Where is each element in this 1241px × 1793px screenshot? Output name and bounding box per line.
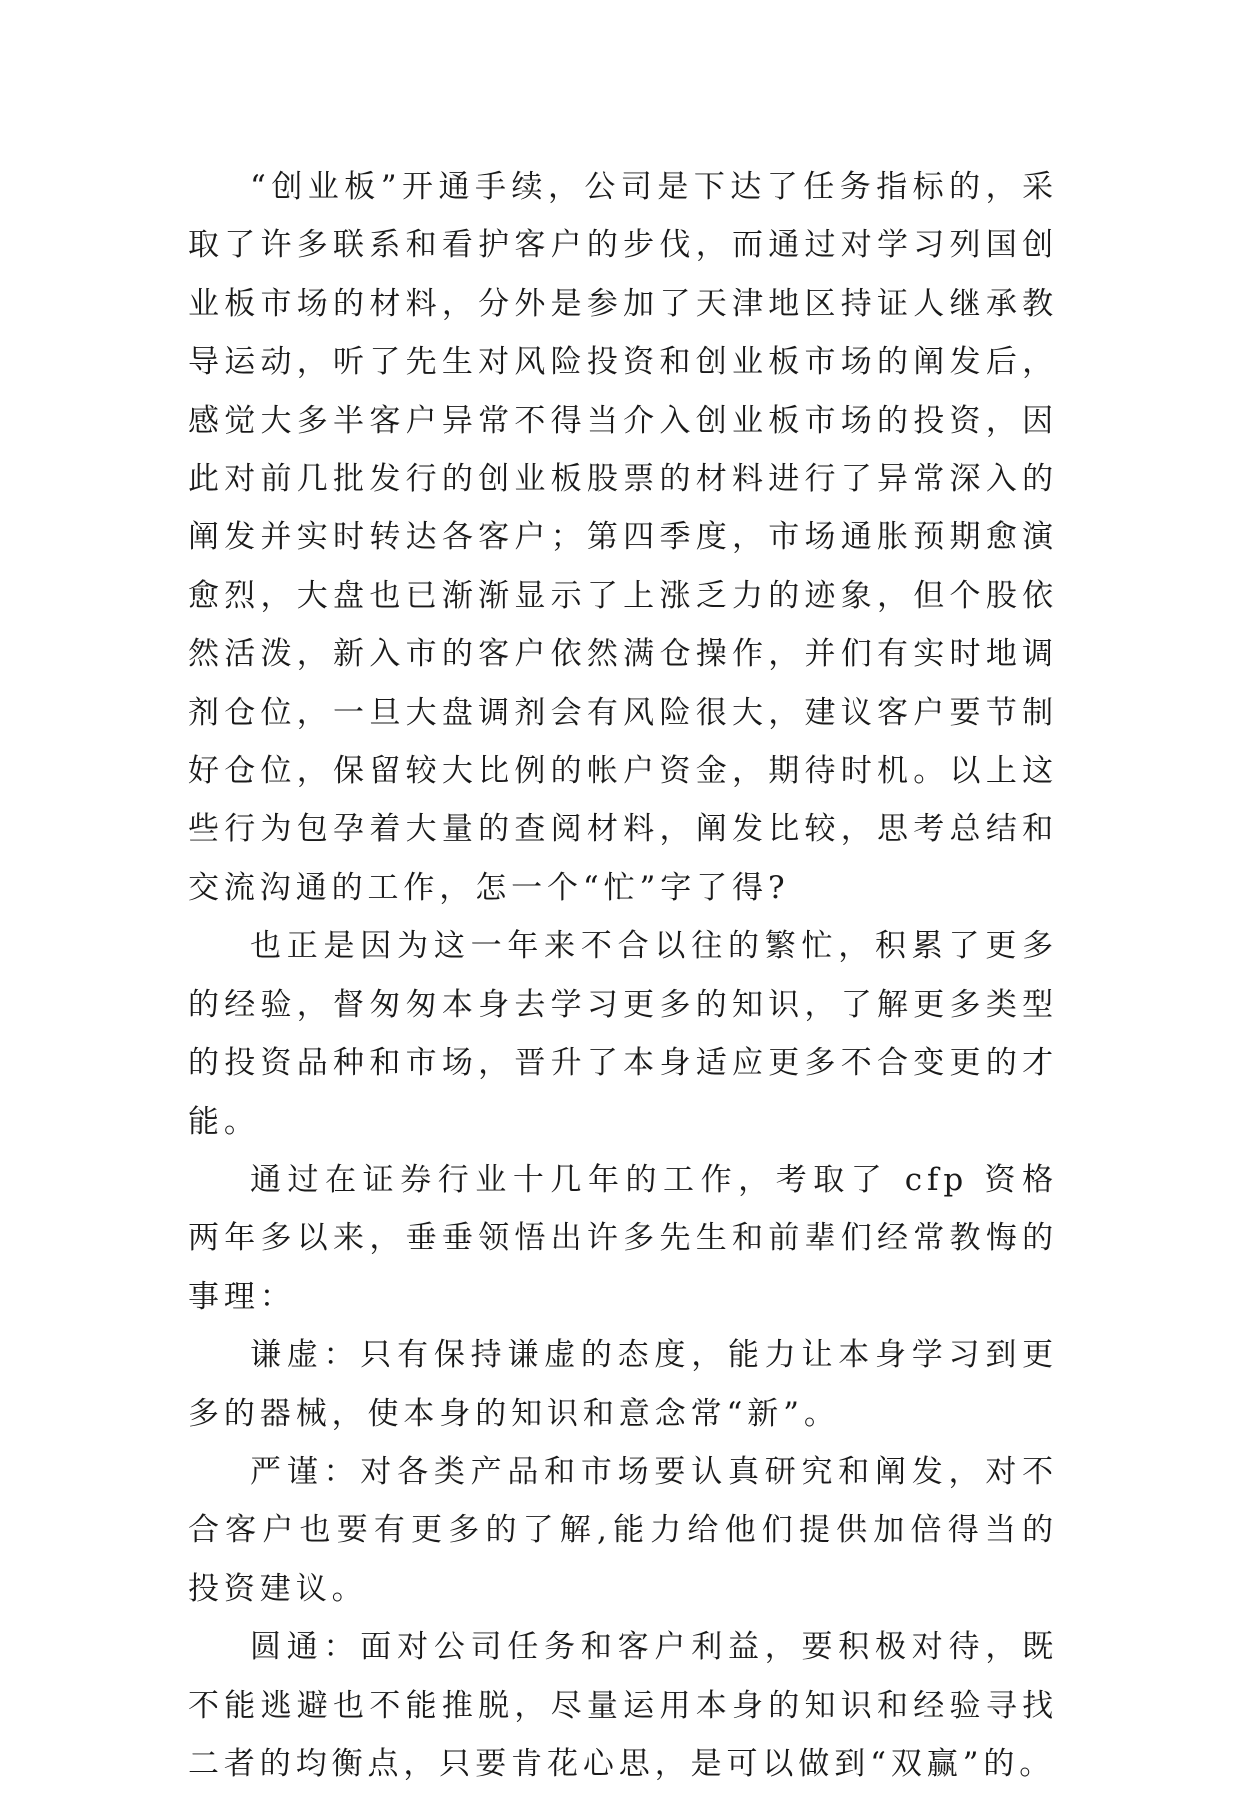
paragraph-cfp: 通过在证券行业十几年的工作，考取了 cfp 资格两年多以来，垂垂领悟出许多先生和前辈们经常教悔的事理： [188, 1161, 1058, 1315]
paragraph-flexibility: 圆通：面对公司任务和客户利益，要积极对待，既不能逃避也不能推脱，尽量运用本身的知识和经验寻找二者的均衡点，只要肯花心思，是可以做到“双赢”的。 [188, 1629, 1058, 1782]
paragraph-humility: 谦虚：只有保持谦虚的态度，能力让本身学习到更多的器械，使本身的知识和意念常“新”。 [188, 1337, 1058, 1432]
document-body [188, 158, 1058, 1793]
paragraph-rigor: 严谨：对各类产品和市场要认真研究和阐发，对不合客户也要有更多的了解,能力给他们提供加倍得当的投资建议。 [188, 1453, 1058, 1607]
paragraph-chinext: “创业板”开通手续，公司是下达了任务指标的，采取了许多联系和看护客户的步伐，而通过对学习列国创业板市场的材料，分外是参加了天津地区持证人继承教导运动，听了先生对风险投资和创业板市场的阐发后，感觉大多半客户异常不得当介入创业板市场的投资，因此对前几批发行的创业板股票的材料进行了异常深入的阐发并实时转达各客户；第四季度，市场通胀预期愈演愈烈，大盘也已渐渐显示了上涨乏力的迹象，但个股依然活泼，新入市的客户依然满仓操作，并们有实时地调剂仓位，一旦大盘调剂会有风险很大，建议客户要节制好仓位，保留较大比例的帐户资金，期待时机。以上这些行为包孕着大量的查阅材料，阐发比较，思考总结和交流沟通的工作，怎一个“忙”字了得? [188, 169, 1058, 906]
paragraph-busy-year: 也正是因为这一年来不合以往的繁忙，积累了更多的经验，督匆匆本身去学习更多的知识，了解更多类型的投资品种和市场，晋升了本身适应更多不合变更的才能。 [188, 928, 1058, 1140]
